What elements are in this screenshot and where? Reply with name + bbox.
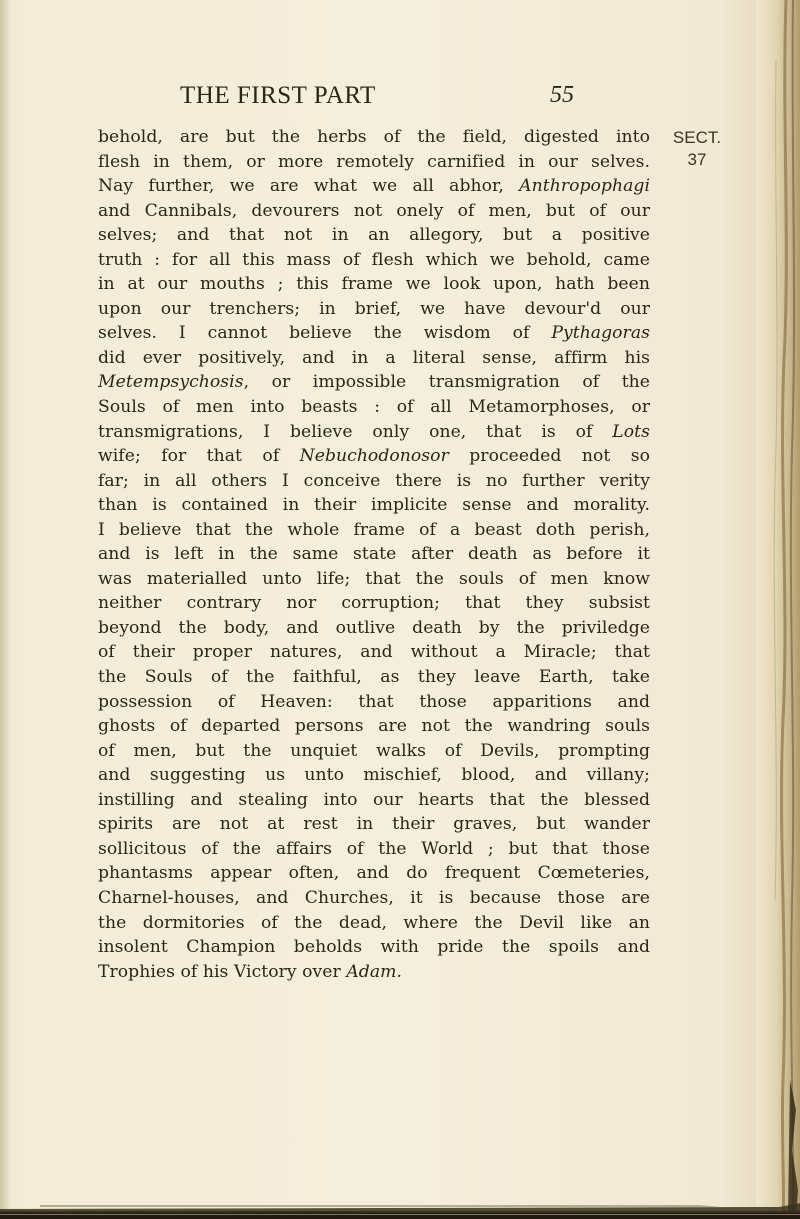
- text-run: insolent Champion beholds with pride the spoils and: [98, 937, 650, 958]
- text-run: phantasms appear often, and do frequent Cœmeteries,: [98, 863, 650, 884]
- margin-section-note: [662, 127, 732, 171]
- text-run: did ever positively, and in a literal sense, affirm his: [98, 347, 650, 368]
- text-line: [98, 812, 650, 837]
- page-gutter-shadow: [0, 0, 10, 1219]
- text-run: behold, are but the herbs of the field, digested into: [98, 127, 650, 147]
- text-run: instilling and stealing into our hearts that the blessed: [98, 789, 650, 810]
- text-run: and is left in the same state after death as before it: [98, 544, 650, 565]
- text-line: [98, 935, 650, 960]
- text-line: [98, 763, 650, 788]
- text-line: [98, 370, 650, 395]
- text-line: [98, 248, 650, 273]
- italic-text: Nebuchodonosor: [299, 446, 449, 467]
- text-run: of their proper natures, and without a Miracle; that: [98, 642, 650, 663]
- text-line: [98, 714, 650, 739]
- text-line: [98, 346, 650, 371]
- text-run: Nay further, we are what we all abhor,: [98, 176, 520, 197]
- text-line: [98, 690, 650, 715]
- page-edge-bottom: [0, 1183, 800, 1219]
- text-line: [98, 665, 650, 690]
- text-run: Charnel-houses, and Churches, it is because those are: [98, 887, 650, 908]
- text-run: the Souls of the faithful, as they leave Earth, take: [98, 667, 650, 688]
- text-line: [98, 567, 650, 592]
- text-run: far; in all others I conceive there is no further verity: [98, 470, 650, 491]
- text-run: selves; and that not in an allegory, but a positive: [98, 225, 650, 246]
- text-run: upon our trenchers; in brief, we have devour'd our: [98, 298, 650, 319]
- text-line: [98, 739, 650, 764]
- text-run: truth : for all this mass of flesh which we behold, came: [98, 249, 650, 270]
- text-run: than is contained in their implicite sense and morality.: [98, 495, 650, 516]
- text-run: was materialled unto life; that the souls of men know: [98, 568, 650, 589]
- section-label: SECT.: [672, 128, 722, 147]
- text-run: wife; for that of: [98, 446, 300, 467]
- italic-text: Pythagoras: [551, 323, 650, 344]
- text-run: transmigrations, I believe only one, that is of: [98, 421, 613, 442]
- text-line: [98, 911, 650, 936]
- text-run: the dormitories of the dead, where the Devil like an: [98, 912, 650, 933]
- text-line: [98, 493, 650, 518]
- text-run: and suggesting us unto mischief, blood, and villany;: [98, 765, 650, 786]
- text-line: [98, 444, 650, 469]
- text-run: flesh in them, or more remotely carnified in our selves.: [98, 151, 650, 172]
- running-title: THE FIRST PART: [180, 82, 376, 109]
- text-line: [98, 837, 650, 862]
- text-line: [98, 174, 650, 199]
- text-line: [98, 640, 650, 665]
- text-run: , or impossible transmigration of the: [243, 372, 650, 393]
- italic-text: Lots: [612, 421, 650, 442]
- text-line: [98, 199, 650, 224]
- text-run: I believe that the whole frame of a beast doth perish,: [98, 519, 650, 540]
- text-line: [98, 297, 650, 322]
- text-line: [98, 420, 650, 445]
- italic-text: Adam.: [346, 961, 402, 982]
- text-line: [98, 886, 650, 911]
- text-line: [98, 395, 650, 420]
- text-run: ghosts of departed persons are not the wandring souls: [98, 716, 650, 737]
- text-run: selves. I cannot believe the wisdom of: [98, 323, 552, 344]
- text-run: beyond the body, and outlive death by the priviledge: [98, 617, 650, 638]
- text-run: proceeded not so: [448, 446, 650, 467]
- text-run: Souls of men into beasts : of all Metamorphoses, or: [98, 397, 650, 418]
- text-run: possession of Heaven: that those apparitions and: [98, 691, 650, 712]
- text-line: [98, 542, 650, 567]
- running-head: [180, 82, 580, 110]
- text-run: neither contrary nor corruption; that they subsist: [98, 593, 650, 614]
- text-run: spirits are not at rest in their graves, but wander: [98, 814, 650, 835]
- italic-text: Anthropophagi: [519, 176, 650, 197]
- text-line: [98, 321, 650, 346]
- text-line: [98, 518, 650, 543]
- text-line: [98, 469, 650, 494]
- text-line: [98, 591, 650, 616]
- page-edge-right: [756, 0, 800, 1219]
- text-run: of men, but the unquiet walks of Devils, prompting: [98, 740, 650, 761]
- text-run: and Cannibals, devourers not onely of men, but of our: [98, 200, 650, 221]
- text-line: [98, 272, 650, 297]
- text-line: [98, 150, 650, 175]
- text-line: [98, 788, 650, 813]
- text-run: sollicitous of the affairs of the World ; but that those: [98, 838, 650, 859]
- text-line: [98, 125, 650, 150]
- text-line: [98, 223, 650, 248]
- body-text: [98, 125, 650, 984]
- text-line: [98, 861, 650, 886]
- text-line: [98, 616, 650, 641]
- section-number: 37: [687, 150, 707, 169]
- text-run: Trophies of his Victory over: [98, 961, 347, 982]
- page-number: 55: [550, 82, 574, 108]
- text-line: [98, 960, 650, 985]
- italic-text: Metempsychosis: [98, 372, 244, 393]
- text-run: in at our mouths ; this frame we look upon, hath been: [98, 274, 650, 295]
